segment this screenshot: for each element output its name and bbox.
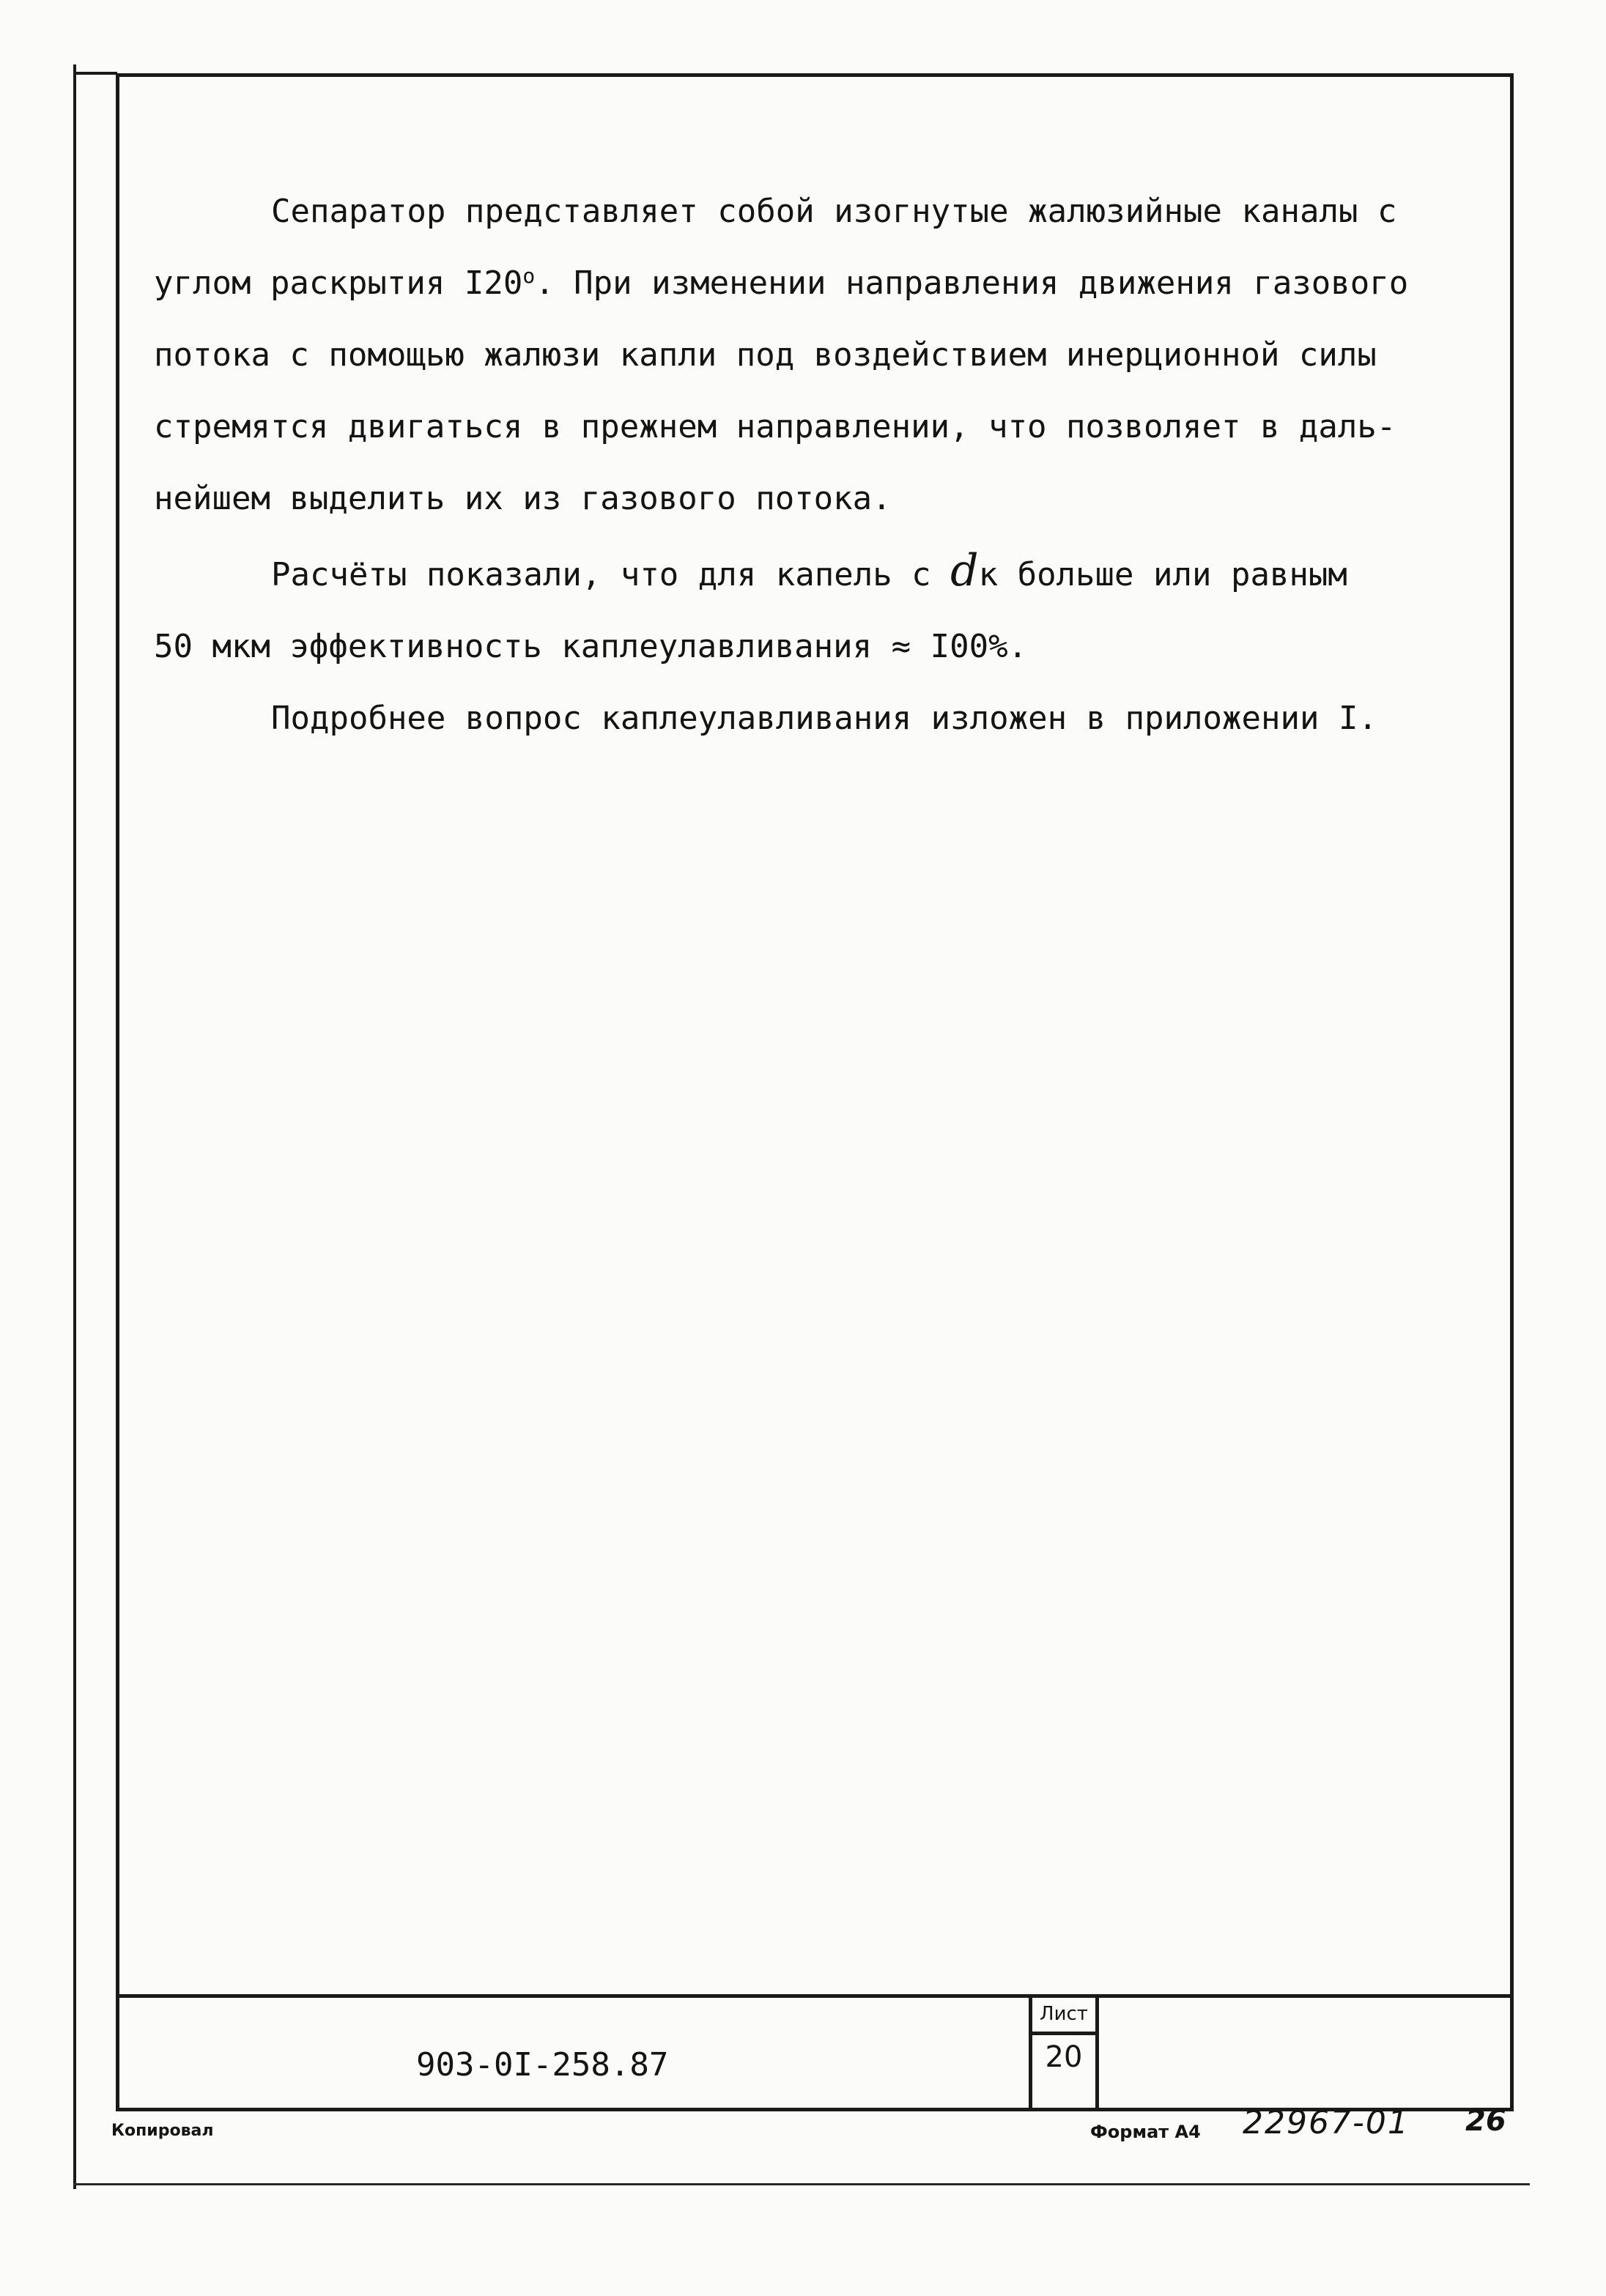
title-block [116,1994,1514,2111]
p2-line-2: 50 мкм эффективность каплеулавливания ≈ I00%. [154,628,1028,665]
binding-margin-rule [73,64,76,2189]
p1-line-2-end: . При изменении направления движения газового [535,264,1409,302]
p1-line-3: потока с помощью жалюзи капли под воздействием инерционной силы [154,336,1377,374]
p1-line-4: стремятся двигаться в прежнем направлении, что позволяет в даль- [154,408,1396,445]
diameter-symbol: d [950,545,979,596]
handwritten-code: 22967-01 [1243,2104,1410,2141]
p3-line-1: Подробнее вопрос каплеулавливания изложен в приложении I. [271,700,1377,737]
copied-by-label: Копировал [111,2122,214,2140]
top-edge-rule [73,72,117,75]
page-number: 26 [1465,2104,1506,2138]
degree-superscript: o [522,264,536,288]
p1-line-2 [154,248,1458,319]
body-text [154,176,1458,755]
p1-line-5: нейшем выделить их из газового потока. [154,480,892,517]
sheet-box [1029,1998,1099,2111]
p2-line-1 [154,535,1458,611]
format-label: Формат А4 [1090,2122,1201,2142]
bottom-edge-rule [73,2183,1530,2185]
sheet-number: 20 [1045,2040,1083,2074]
p1-line-1: Сепаратор представляет собой изогнутые жалюзийные каналы с [271,193,1397,230]
document-code: 903-0I-258.87 [416,2046,669,2084]
p1-line-2-start: углом раскрытия I20 [154,264,523,302]
p2-before: Расчёты показали, что для капель с [271,556,951,593]
sheet-label: Лист [1032,1998,1095,2035]
p2-after: к больше или равным [978,556,1347,593]
